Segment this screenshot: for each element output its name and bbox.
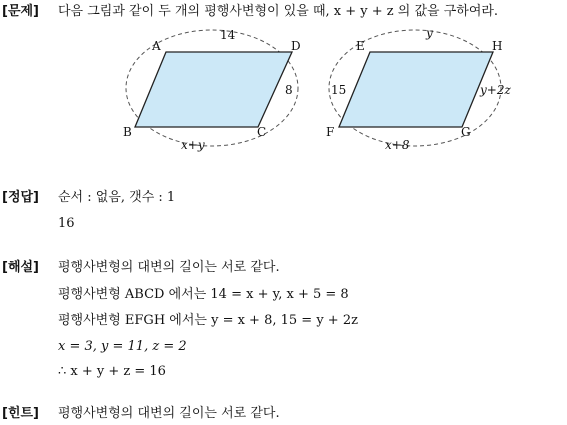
solution-line-5: ∴ x + y + z = 16 bbox=[58, 364, 166, 379]
answer-tag: [정답] bbox=[2, 190, 39, 205]
side-label-top-2: y bbox=[426, 26, 433, 40]
problem-text: 다음 그림과 같이 두 개의 평행사변형이 있을 때, x + y + z 의 값을 구하여라. bbox=[58, 4, 499, 19]
hint-tag: [힌트] bbox=[2, 406, 39, 421]
side-label-right-2: y+2z bbox=[480, 83, 511, 97]
parallelogram-abcd bbox=[135, 52, 292, 127]
vertex-c: C bbox=[257, 125, 267, 139]
parallelogram-efgh bbox=[339, 52, 493, 127]
side-label-left-2: 15 bbox=[331, 83, 347, 97]
side-label-top-1: 14 bbox=[220, 28, 236, 42]
side-label-bottom-2: x+8 bbox=[385, 138, 410, 152]
solution-line-2: 평행사변형 ABCD 에서는 14 = x + y, x + 5 = 8 bbox=[58, 287, 349, 302]
solution-tag: [해설] bbox=[2, 260, 39, 275]
answer-line-1: 순서 : 없음, 갯수 : 1 bbox=[58, 190, 176, 205]
vertex-d: D bbox=[291, 39, 301, 53]
parallelogram-abcd-figure bbox=[123, 28, 301, 152]
vertex-a: A bbox=[152, 39, 161, 53]
side-label-bottom-1: x+y bbox=[181, 138, 205, 152]
answer-line-2: 16 bbox=[58, 216, 75, 231]
solution-line-1: 평행사변형의 대변의 길이는 서로 같다. bbox=[58, 260, 280, 275]
solution-line-3: 평행사변형 EFGH 에서는 y = x + 8, 15 = y + 2z bbox=[58, 313, 358, 328]
vertex-h: H bbox=[492, 39, 503, 53]
hint-text: 평행사변형의 대변의 길이는 서로 같다. bbox=[58, 406, 280, 421]
side-label-right-1: 8 bbox=[285, 83, 293, 97]
vertex-g: G bbox=[461, 125, 471, 139]
vertex-b: B bbox=[123, 125, 132, 139]
vertex-e: E bbox=[356, 39, 365, 53]
problem-tag: [문제] bbox=[2, 4, 39, 19]
vertex-f: F bbox=[326, 125, 335, 139]
figures bbox=[0, 22, 567, 182]
parallelogram-efgh-figure bbox=[326, 26, 511, 152]
solution-line-4: x = 3, y = 11, z = 2 bbox=[58, 339, 187, 354]
